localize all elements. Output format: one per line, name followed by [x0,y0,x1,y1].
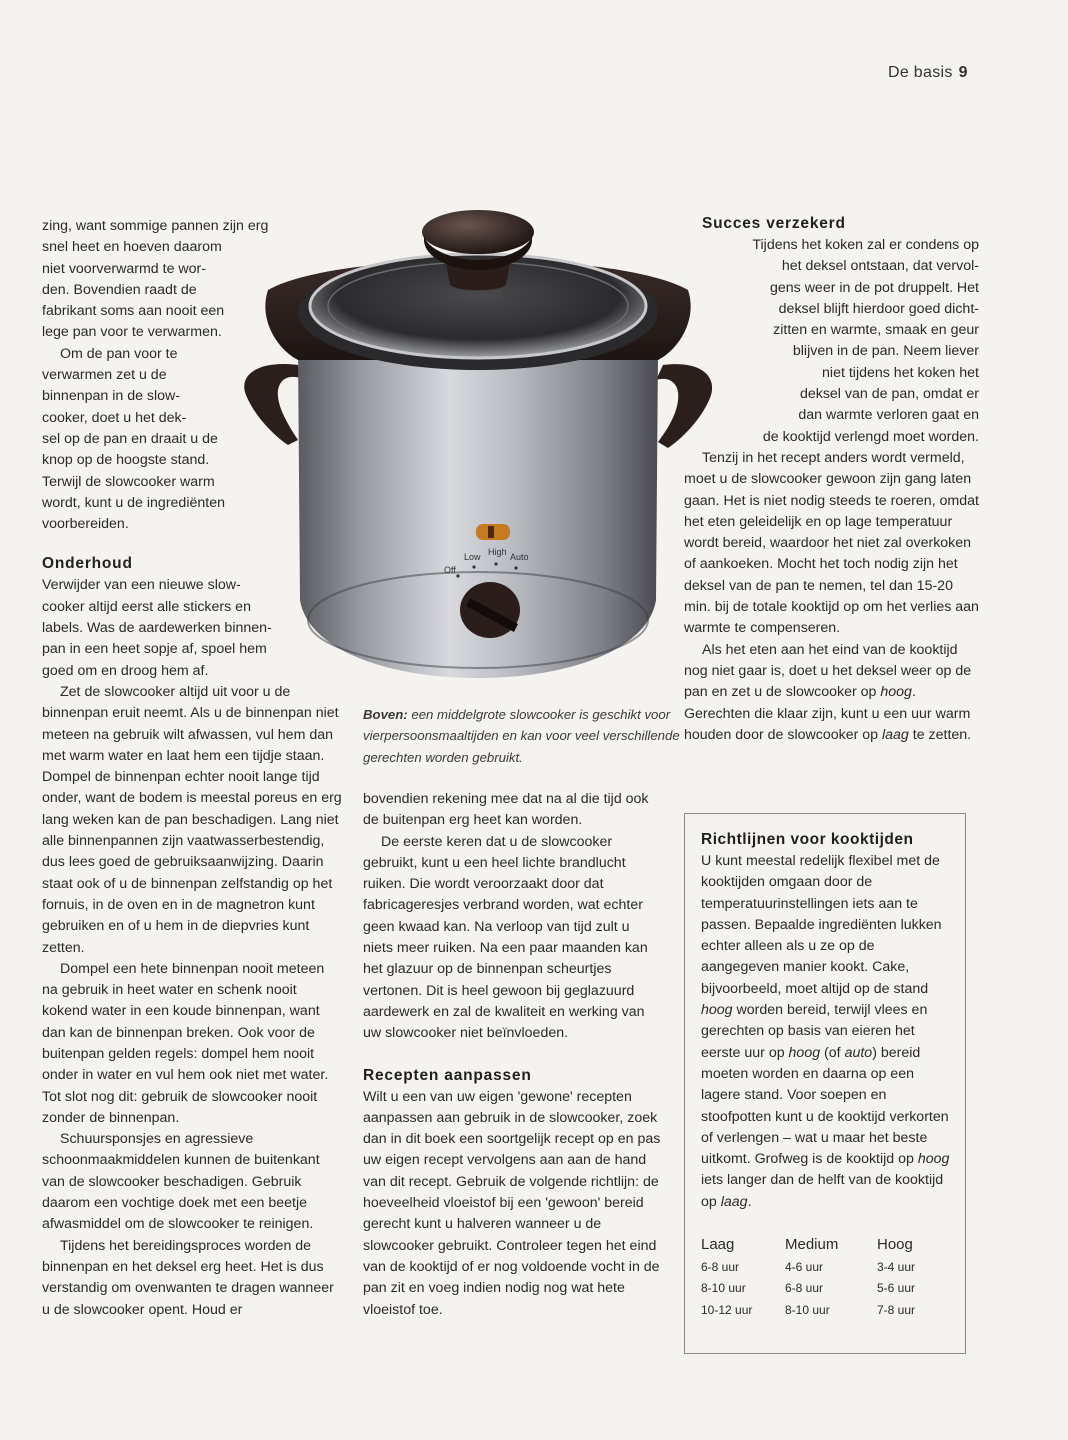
dial-label-high: High [488,547,507,557]
text-run: (of [820,1044,845,1061]
text-line: blijven in de pan. Neem liever [792,343,979,360]
text-line: goed om en droog hem af. [42,662,209,679]
text-run: Als het eten aan het eind van de kooktijd nog niet gaar is, doet u het deksel weer op de pan en zet u de slowcooker op [684,641,972,701]
table-header-row [701,1233,947,1257]
text-run: U kunt meestal redelijk flexibel met de kooktijden omgaan door de temperatuurinstellingen iets aan te passen. Bepaalde ingrediënten lukken echter alleen als u ze op de aangegeven manier kookt. Cake, bijvoorbeeld, moet altijd op de stand [701,853,942,997]
text-line: de kooktijd verlengd moet worden. [762,428,979,445]
right-column [684,213,979,746]
caption-lead: Boven: [363,707,408,722]
emphasis-laag: laag [720,1193,748,1210]
text-line: pan in een heet sopje af, spoel hem [42,641,267,658]
table-row [701,1300,947,1321]
body-paragraph: bovendien rekening mee dat na al die tijd ook de buitenpan erg heet kan worden. [363,791,649,829]
table-header: Hoog [877,1236,913,1253]
section-title: De basis [888,64,953,81]
text-line: niet tijdens het koken het [822,364,979,381]
preheat-paragraph [42,344,342,536]
dial-label-auto: Auto [510,552,529,562]
succes-paragraph [684,235,979,448]
body-paragraph [684,640,979,746]
table-cell: 8-10 uur [785,1302,830,1317]
body-paragraph: Tijdens het bereidingsproces worden de binnenpan en het deksel erg heet. Het is dus verstandig om ovenwanten te dragen wanneer u de slowcooker opent. Houd er [42,1237,334,1318]
text-line: wordt, kunt u de ingrediënten [42,494,225,511]
text-line: verwarmen zet u de [42,367,167,384]
page-number: 9 [958,64,968,81]
body-paragraph: Wilt u een van uw eigen 'gewone' recepten aanpassen aan gebruik in de slowcooker, zoek dan in dit boek een soortgelijk recept op en pas uw eigen recept vervolgens aan aan de hand van dit recept. Gebruik de volgende richtlijn: de hoeveelheid vloeistof bij een 'gewoon' bereid gerecht kunt u halveren wanneer u de slowcooker gebruikt. Controleer tegen het eind van de kooktijd of er nog voldoende vocht in de pan zit en voeg indien nodig nog wat hete vloeistof toe. [363,1088,661,1318]
box-paragraph [701,851,951,1213]
table-row [701,1257,947,1278]
running-header [888,64,968,82]
text-line: Terwijl de slowcooker warm [42,473,215,490]
table-cell: 8-10 uur [701,1281,746,1296]
text-line: zitten en warmte, smaak en geur [773,322,979,339]
table-header: Medium [785,1236,839,1253]
text-line: deksel van de pan, omdat er [799,386,979,403]
table-cell: 3-4 uur [877,1260,916,1274]
text-line: het deksel ontstaan, dat vervol- [781,258,979,275]
body-paragraph: Dompel een hete binnenpan nooit meteen na gebruik in heet water en schenk nooit kokend water in een koude binnenpan, want dan kan de binnenpan breken. Ook voor de buitenpan gelden regels: dompel hem nooit onder in water en vul hem ook niet met water. Tot slot nog dit: gebruik de slowcooker nooit zonder de binnenpan. [42,960,329,1126]
text-run: . [747,1193,752,1210]
cooking-times-box [684,813,966,1354]
text-line: Om de pan voor te [60,345,178,362]
emphasis-hoog: hoog [788,1044,821,1061]
body-paragraph: Schuursponsjes en agressieve schoonmaakmiddelen kunnen de buitenkant van de slowcooker beschadigen. Gebruik daarom een vochtige doek met een beetje afwasmiddel om de slowcooker te reinigen. [42,1131,320,1233]
caption-text: een middelgrote slowcooker is geschikt voor vierpersoonsmaaltijden en kan voor veel verschillende gerechten worden gebruikt. [363,707,680,765]
text-line: voorbereiden. [42,516,129,533]
text-line: sel op de pan en draait u de [42,430,218,447]
text-line: knop op de hoogste stand. [42,452,210,469]
text-line: deksel blijft hierdoor goed dicht- [778,300,979,317]
text-line: dan warmte verloren gaat en [798,407,979,424]
text-run: . Gerechten die klaar zijn, kunt u een uur warm houden door de slowcooker op [684,684,971,743]
section-heading-succes: Succes verzekerd [702,215,846,232]
middle-column [363,789,663,1321]
left-column [42,216,342,1321]
box-heading: Richtlijnen voor kooktijden [701,831,914,848]
onderhoud-paragraph [42,575,342,681]
text-line: labels. Was de aardewerken binnen- [42,620,272,637]
table-cell: 5-6 uur [877,1281,916,1296]
table-row [701,1278,947,1299]
text-line: Tijdens het koken zal er condens op [752,237,979,253]
emphasis-auto: auto [844,1044,873,1061]
text-line: gens weer in de pot druppelt. Het [769,279,979,296]
emphasis-hoog: hoog [701,1002,733,1019]
table-cell: 4-6 uur [785,1260,824,1274]
body-paragraph: De eerste keren dat u de slowcooker gebruikt, kunt u een heel lichte brandlucht ruiken. Die wordt veroorzaakt door dat fabricageresjes verbrand worden, wat echter geen kwaad kan. Na verloop van tijd zult u niets meer ruiken. Na een paar maanden kan het glazuur op de binnenpan scheurtjes vertonen. Dit is heel gewoon bij geglazuurd aardewerk en zal de kwaliteit en werking van uw slowcooker niet beïnvloeden. [363,833,648,1042]
text-run: ) bereid moeten worden en daarna op een lagere stand. Voor soepen en stoofpotten kunt u de kooktijd verkorten of verlengen – wat u maar het beste uitkomt. Grofweg is de kooktijd op [701,1044,949,1168]
text-line: niet voorverwarmd te wor- [42,260,206,277]
intro-paragraph [42,216,342,344]
emphasis-hoog: hoog [880,684,912,701]
section-heading-onderhoud: Onderhoud [42,555,133,573]
text-line: zing, want sommige pannen zijn erg [42,218,269,234]
table-cell: 6-8 uur [701,1260,740,1274]
text-line: Verwijder van een nieuwe slow- [42,577,241,594]
text-line: binnenpan in de slow- [42,388,181,405]
table-header: Laag [701,1236,735,1253]
section-heading-recepten: Recepten aanpassen [363,1066,532,1084]
table-cell: 6-8 uur [785,1281,824,1296]
emphasis-laag: laag [881,726,909,743]
emphasis-hoog: hoog [917,1151,950,1168]
table-cell: 7-8 uur [877,1302,916,1317]
text-run: worden bereid, terwijl vlees en gerechten op basis van eieren het eerste uur op [701,1002,928,1061]
body-paragraph: Zet de slowcooker altijd uit voor u de binnenpan eruit neemt. Als u de binnenpan niet meteen na gebruik wilt afwassen, vul hem dan met warm water en laat hem een tijdje staan. Dompel de binnenpan echter nooit lange tijd onder, want de bodem is meestal poreus en erg lang weken kan de pan beschadigen. Lang niet alle binnenpannen zijn vaatwasserbestendig, dus lees goed de gebruiksaanwijzing. Daarin staat ook of u de binnenpan zelfstandig op het fornuis, in de oven en in de magnetron kunt gebruiken en of u hem in de diepvries kunt zetten. [42,683,342,956]
text-run: iets langer dan de helft van de kooktijd op [701,1172,944,1210]
text-line: lege pan voor te verwarmen. [42,324,222,341]
text-run: te zetten. [908,726,972,743]
table-cell: 10-12 uur [701,1302,753,1317]
image-caption [363,704,683,768]
lid-knob [422,210,534,254]
text-line: cooker, doet u het dek- [42,409,187,426]
dial-label-off: Off [444,565,456,575]
text-line: cooker altijd eerst alle stickers en [42,598,251,615]
text-line: fabrikant soms aan nooit een [42,303,225,320]
text-line: den. Bovendien raadt de [42,281,197,298]
dial-label-low: Low [464,552,481,562]
body-paragraph: Tenzij in het recept anders wordt vermeld, moet u de slowcooker gewoon zijn gang laten gaan. Het is niet nodig steeds te roeren, omdat het eten geleidelijk en op lage temperatuur wordt bereid, waardoor het niet zal overkoken of aankoeken. Mocht het toch nodig zijn het deksel van de pan te nemen, tel dan 15-20 min. bij de totale kooktijd op om het verlies aan warmte te compenseren. [684,449,979,637]
text-line: snel heet en hoeven daarom [42,239,222,256]
cooking-times-table [701,1233,947,1321]
